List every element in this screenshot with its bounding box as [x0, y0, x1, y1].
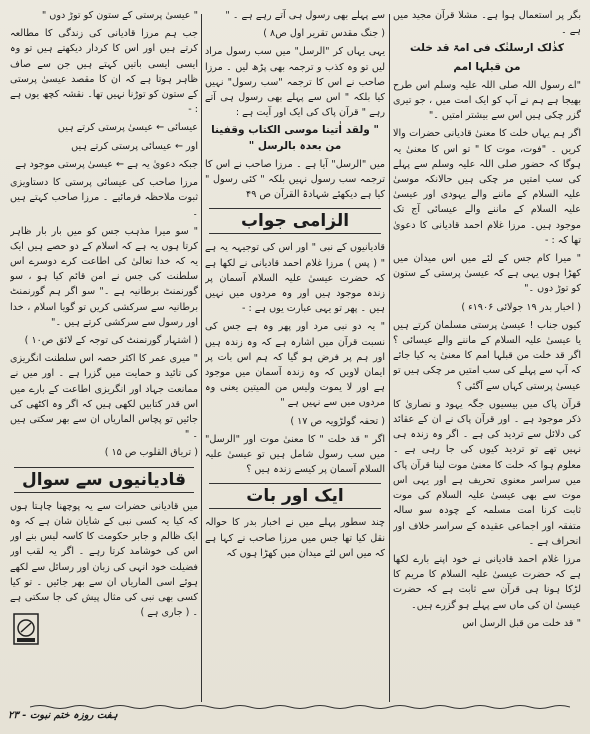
emblem-icon	[12, 612, 40, 646]
paragraph: اگر ہم یہاں خلت کا معنیٰ قادیانی حضرات والا کریں ۔ "فوت، موت کا " تو اس کا معنیٰ یہ ہوگا کہ حضور صلی اللہ علیہ وسلم سے پہلے کی سب امتیں مر چکی ہیں حالانکہ موسیٰ علیہ السلام کے ماننے والے یہودی اور عیسیٰ علیہ السلام کے ماننے والے عیسائی آج تک موجود ہیں۔ مرزا غلام احمد قادیانی کا دعویٰ تھا کہ : -	[393, 128, 581, 246]
section-heading-ilzami-jawab: الزامی جواب	[209, 208, 381, 234]
column-divider	[389, 14, 390, 702]
quote: " عیسیٰ پرستی کے ستون کو توڑ دوں "	[41, 10, 198, 21]
paragraph: جب ہم مرزا قادیانی کی زندگی کا مطالعہ کرتے ہیں اور اس کا کردار دیکھتے ہیں تو وہ ایسی ایسی باتیں کہتے ہیں جن سے صاف ظاہر ہوتا ہے کہ ان کا مقصد عیسیٰ پرستی کے ستون کو توڑنا نہیں تھا۔ نقشہ کچھ یوں ہے : -	[10, 28, 198, 116]
paragraph: اگر " قد خلت " کا معنیٰ موت اور "الرسل" میں سب رسول شامل ہیں تو عیسیٰ علیہ السلام آسمان پر کیسے زندہ ہیں ؟	[205, 433, 385, 476]
paragraph: "اے رسول اللہ صلی اللہ علیہ وسلم اس طرح بھیجا ہے ہم نے آپ کو ایک امت میں ، جو تیری گزر چکی ہیں اس سے بیشتر امتیں ۔"	[393, 79, 581, 122]
quranic-verse-cont: من قبلہا امم	[453, 60, 521, 73]
citation: ( تریاق القلوب ص ۱۵ )	[104, 447, 198, 459]
citation: ( اخبار بدر ۱۹ جولائی ۱۹۰۶ء )	[461, 301, 581, 313]
paragraph: قرآن پاک میں بیسیوں جگہ یہود و نصاریٰ کا ذکر موجود ہے ۔ اور قرآن پاک نے ان کے عقائد کی دلائل سے تردید کی ہے ۔ اگر وہ زندہ ہی نہیں تھے تو تردید کیوں کی جا رہی ہے ۔ معلوم ہوا کہ خلت کا معنیٰ موت لینا قرآن پاک میں سراسر معنوی تحریف ہے اور یہی اس موت سے بھی عیسیٰ علیہ السلام کی موت ثابت کرنا امت مسلمہ کے چودہ سو سالہ متفقہ اور اجماعی عقیدہ کے سراسر خلاف اور انحراف ہے ۔	[393, 398, 581, 547]
list-item: جبکہ دعویٰ یہ ہے ← عیسیٰ پرستی موجود ہے	[15, 158, 198, 170]
paragraph: مرزا صاحب کی عیسائی پرستی کا دستاویزی ثبوت ملاحظہ فرمائیے ۔ مرزا صاحب کہتے ہیں ۔	[10, 177, 198, 219]
column-divider	[201, 14, 202, 702]
paragraph: سے پہلے بھی رسول ہی آتے رہے ہے ۔ "	[225, 10, 385, 21]
paragraph: مرزا غلام احمد قادیانی نے خود اپنے بارے لکھا ہے کہ حضرت عیسیٰ علیہ السلام کا مریم کا لڑکا ہونا ہی قرآن سے ثابت ہے کہ حضرت عیسیٰ ان کی ماں سے پہلے ہو گزرے ہیں۔	[393, 553, 581, 611]
citation: ( تحفہ گولڑویہ ص ۱۷ )	[290, 415, 385, 427]
paragraph: میں قادیانی حضرات سے یہ پوچھنا چاہتا ہوں کہ کیا یہ کسی نبی کے شایان شان ہے کہ وہ ایک ظالم و جابر حکومت کا کاسہ لیس بنے اور اس کی خوشامد کرتا رہے ۔ اگر یہ لقب اور فضیلت خود انہی کی زبان اور رسائل سے لکھے ہوئے اسی الماریاں ان سے بھر جائیں ۔ تو کیا کسی بھی نبی کی مثال پیش کی جا سکتی ہے ۔ ( جاری ہے )	[10, 500, 198, 619]
page-footer: ہفت روزہ ختم نبوت - ۲۳	[8, 710, 118, 721]
citation: ( جنگ مقدس تقریر اول ص۸ )	[263, 28, 385, 40]
quranic-verse: " ولقد اٰتینا موسی الکتاب وقفینا من بعدہ بالرسل "	[211, 124, 379, 152]
paragraph: کیوں جناب ! عیسیٰ پرستی مسلمان کرتے ہیں یا عیسیٰ علیہ السلام کے ماننے والے عیسائی ؟ اگر قد خلت من قبلہا امم کا معنیٰ یہ کیا جائے کہ آپ سے پہلے کی سب امتیں مر چکی ہیں تو عیسیٰ پرستی کہاں سے آگئی ؟	[393, 319, 581, 392]
list-item: عیسائی ← عیسیٰ پرستی کرتے ہیں	[57, 122, 198, 134]
quote: " میری عمر کا اکثر حصہ اس سلطنت انگریزی کی تائید و حمایت میں گزرا ہے ۔ اور میں نے ممانعت جہاد اور انگریزی اطاعت کے بارے میں اس قدر کتابیں لکھی ہیں کہ اگر وہ اکٹھی کی جائیں تو پچاس الماریاں ان سے بھر سکتی ہیں ۔ "	[10, 353, 198, 441]
paragraph: " قد خلت من قبل الرسل اس	[462, 617, 581, 629]
quranic-verse: کذٰلک ارسلنٰک فی امۃ قد خلت	[409, 42, 565, 55]
paragraph: میں "الرسل" آیا ہے ۔ مرزا صاحب نے اس کا ترجمہ سب رسول نہیں بلکہ " کئی رسول " کیا ہے دیکھئے شہادۃ القرآن ص ۴۹	[205, 158, 385, 201]
citation: ( اشتہار گورنمنٹ کی توجہ کے لائق ص۱۰ )	[24, 335, 198, 347]
paragraph: بگر پر استعمال ہوا ہے۔ مشلا قرآن مجید میں ہے ۔	[393, 10, 581, 37]
list-item: اور ← عیسائی پرستی کرتے ہیں	[71, 140, 198, 152]
section-heading-aik-aur-baat: ایک اور بات	[209, 483, 381, 509]
quote: " میرا کام جس کے لئے میں اس میدان میں کھڑا ہوں یہی ہے کہ عیسیٰ پرستی کے ستون کو توڑ دوں ۔"	[393, 253, 581, 295]
paragraph: قادیانیوں کے نبی " اور اس کی توجیہہ یہ ہے " ( پس ) مرزا غلام احمد قادیانی نے لکھا ہے کہ حضرت عیسیٰ علیہ السلام آسمان پر زندہ موجود ہیں اور وہ مردوں میں نہیں ہیں ۔ پھر تو یہی عبارت یوں ہے : -	[205, 242, 385, 315]
left-column	[10, 8, 198, 708]
section-heading-qadianiyon-se-sawal: قادیانیوں سے سوال	[14, 467, 194, 493]
quote: " یہ دو نبی مرد اور پھر وہ ہے جس کی نسبت قرآن میں اشارہ ہے کہ وہ زندہ ہیں اور ہم پر فرض ہو گیا کہ ہم اس بات پر ایمان لاویں کہ وہ زندہ آسمان میں موجود ہے اور لا یموت ولیس من المیتین یعنی وہ مردوں میں سے نہیں ہے "	[205, 321, 385, 409]
middle-column	[205, 8, 385, 708]
right-column	[393, 8, 581, 708]
paragraph: یہی یہاں کر "الرسل" میں سب رسول مراد لیں تو وہ کذب و ترجمہ بھی پڑھ لیں ۔ مرزا صاحب نے اس کا ترجمہ "سب رسول" نہیں کیا بلکہ " اس سے پہلے بھی رسول ہی آتے رہے " قرآن پاک کی ایک اور آیت ہے :	[205, 46, 385, 119]
quote: " سو میرا مذہب جس کو میں بار بار ظاہر کرتا ہوں یہ ہے کہ اسلام کے دو حصے ہیں ایک یہ کہ خدا تعالیٰ کی اطاعت کرے دوسرے اس سلطنت کی جس نے امن قائم کیا ہو ، سو گورنمنٹ برطانیہ ہے ۔" سو اگر ہم گورنمنٹ برطانیہ سے سرکشی کریں تو گویا اسلام ، خدا اور رسول سے سرکشی کرتے ہیں ۔"	[10, 225, 198, 328]
paragraph: چند سطور پہلے میں نے اخبار بدر کا حوالہ نقل کیا تھا جس میں مرزا صاحب نے کہا ہے کہ میں اس لئے میدان میں کھڑا ہوں کہ	[205, 517, 385, 559]
